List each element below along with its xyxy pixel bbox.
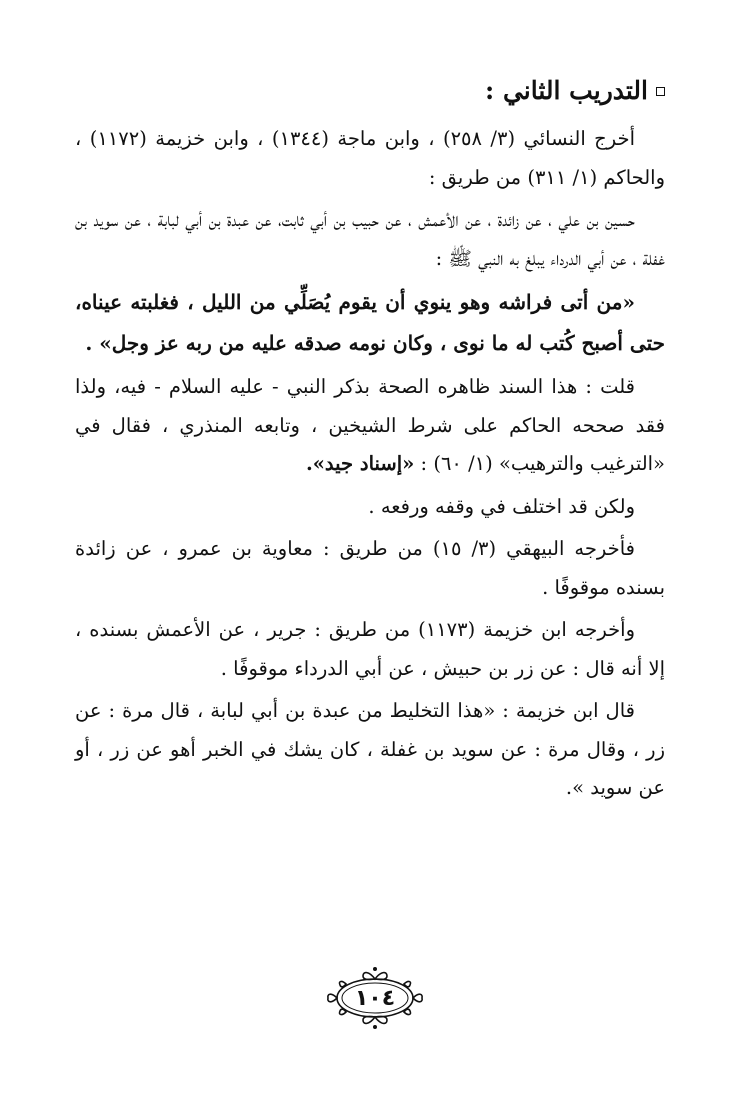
commentary-text: قلت : هذا السند ظاهره الصحة بذكر النبي - عليه السلام - فيه، ولذا فقد صححه الحاكم على شرط الشيخين ، وتابعه المنذري ، فقال في «الترغيب والترهيب» (١/ ٦٠) : <box>75 375 665 475</box>
hadith-text: «من أتى فراشه وهو ينوي أن يقوم يُصَلِّي من الليل ، فغلبته عيناه، حتى أصبح كُتب له ما نوى ، وكان نومه صدقه عليه من ربه عز وجل» . <box>75 290 665 355</box>
paragraph-ibn-khuzaymah: وأخرجه ابن خزيمة (١١٧٣) من طريق : جرير ، عن الأعمش بسنده ، إلا أنه قال : عن زر بن حبيش ، عن أبي الدرداء موقوفًا . <box>75 618 665 680</box>
square-bullet-icon <box>656 87 665 96</box>
paragraph-ibn-khuzaymah-quote: قال ابن خزيمة : «هذا التخليط من عبدة بن أبي لبابة ، قال مرة : عن زر ، وقال مرة : عن سويد بن غفلة ، كان يشك في الخبر أهو عن زر ، أو عن سويد ». <box>75 699 665 799</box>
paragraph-takhrij: أخرج النسائي (٣/ ٢٥٨) ، وابن ماجة (١٣٤٤) ، وابن خزيمة (١١٧٢) ، والحاكم (١/ ٣١١) من طريق : <box>75 127 665 189</box>
paragraph-commentary <box>75 368 665 484</box>
paragraph-disagreement: ولكن قد اختلف في وقفه ورفعه . <box>368 494 635 518</box>
paragraph-bayhaqi: فأخرجه البيهقي (٣/ ١٥) من طريق : معاوية بن عمرو ، عن زائدة بسنده موقوفًا . <box>75 537 665 599</box>
page-body <box>75 62 665 808</box>
paragraph-isnad: حسين بن علي ، عن زائدة ، عن الأعمش ، عن حبيب بن أبي ثابت، عن عبدة بن أبي لبابة ، عن سويد بن غفلة ، عن أبي الدرداء يبلغ به النبي ﷺ : <box>75 208 665 270</box>
page-number: ١٠٤ <box>354 985 396 1011</box>
section-title: التدريب الثاني : <box>485 76 648 105</box>
section-heading <box>75 62 665 120</box>
commentary-quote: «إسناد جيد». <box>305 452 415 475</box>
